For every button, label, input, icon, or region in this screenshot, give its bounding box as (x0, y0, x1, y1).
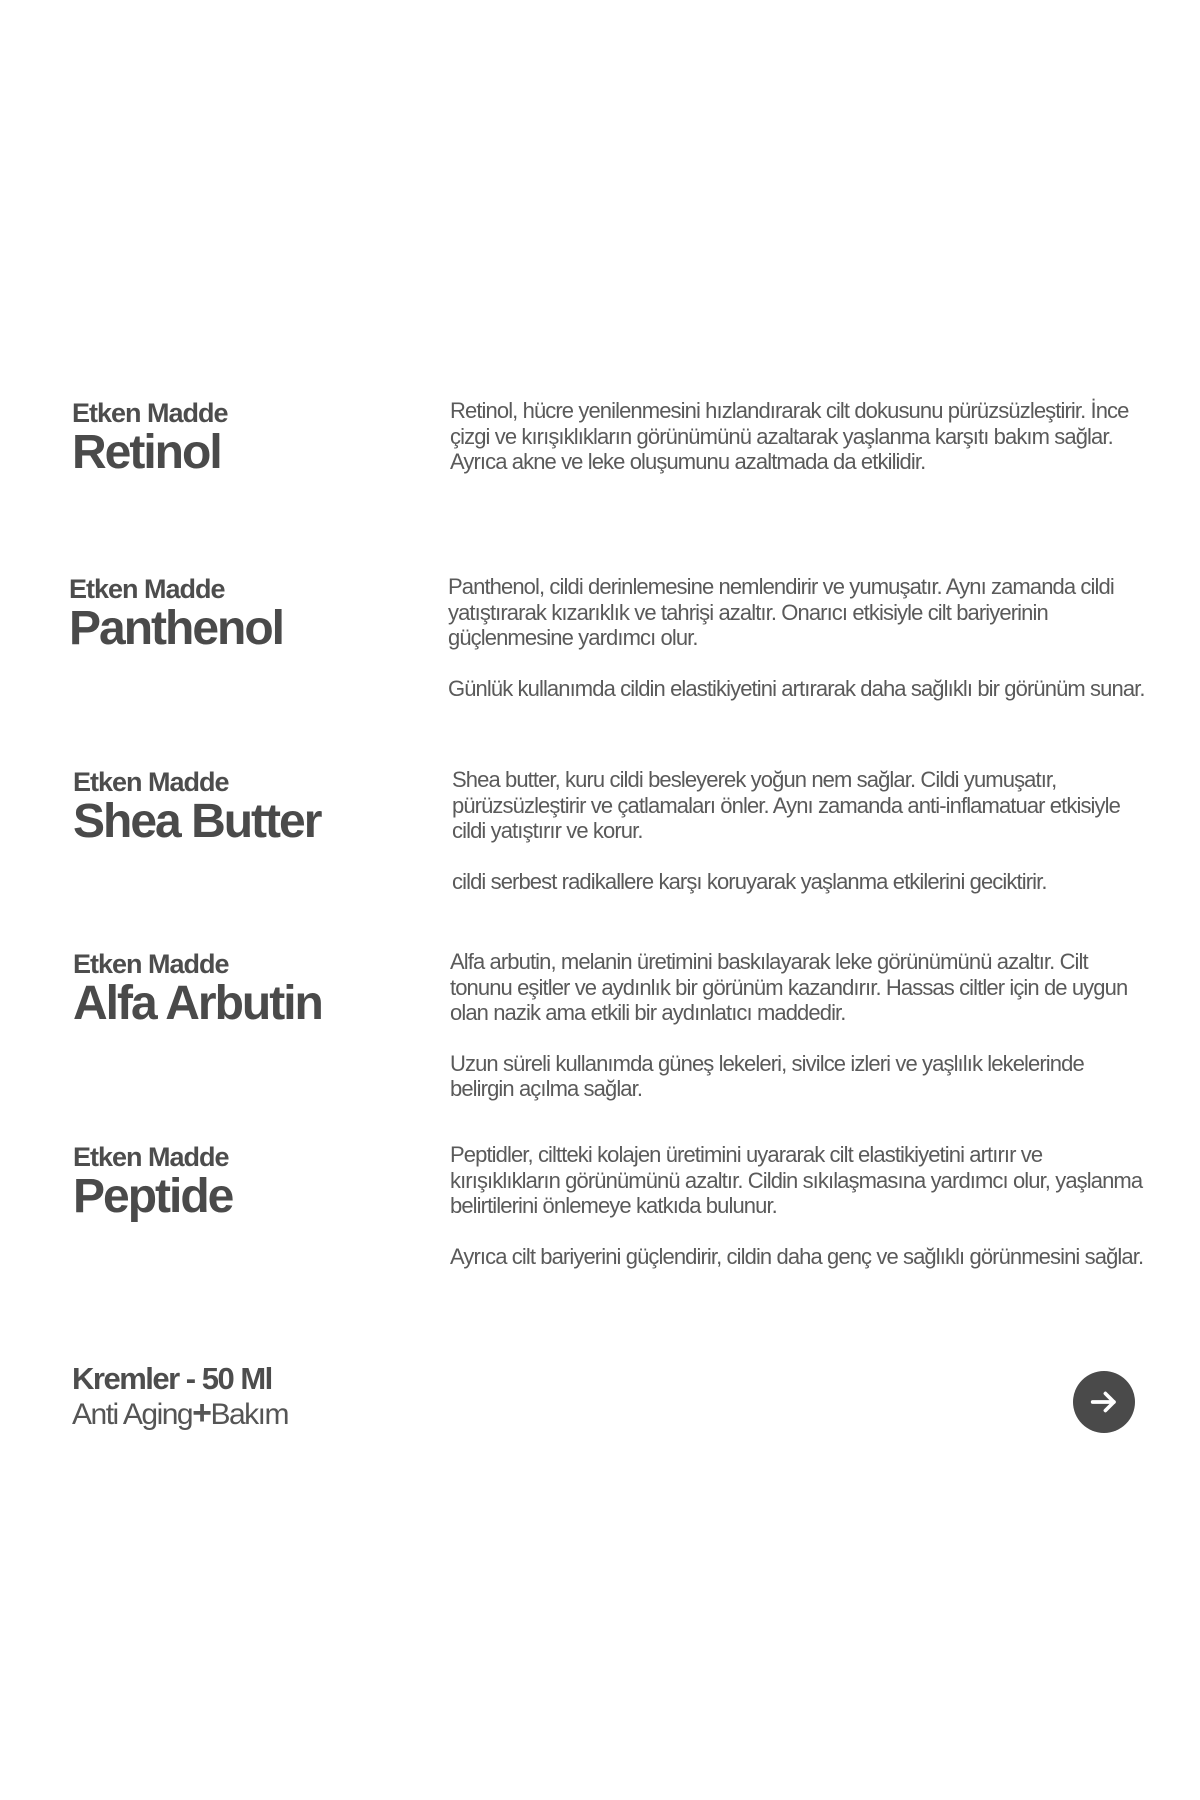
ingredient-description (450, 398, 1150, 475)
ingredient-kicker: Etken Madde (72, 398, 228, 428)
ingredient-kicker: Etken Madde (69, 574, 225, 604)
ingredient-label (73, 1142, 433, 1222)
ingredient-label (72, 398, 432, 478)
ingredient-title: Panthenol (69, 602, 284, 655)
arrow-right-icon (1087, 1385, 1121, 1419)
plus-icon: + (192, 1394, 211, 1432)
ingredient-label (73, 767, 433, 847)
ingredient-title: Alfa Arbutin (73, 977, 322, 1030)
description-paragraph: cildi serbest radikallere karşı koruyarak yaşlanma etkilerini geciktirir. (452, 868, 1047, 894)
ingredient-title: Retinol (72, 426, 221, 479)
ingredient-description (450, 1142, 1150, 1269)
ingredient-title: Peptide (73, 1170, 233, 1223)
description-paragraph: Alfa arbutin, melanin üretimini baskılayarak leke görünümünü azaltır. Cilt tonunu eşitler ve aydınlık bir görünüm kazandırır. Hassas ciltler için de uygun olan nazik ama etkili bir aydınlatıcı maddedir. (450, 949, 1128, 1025)
description-paragraph: Panthenol, cildi derinlemesine nemlendirir ve yumuşatır. Aynı zamanda cildi yatıştırarak kızarıklık ve tahrişi azaltır. Onarıcı etkisiyle cilt bariyerinin güçlenmesine yardımcı olur. (448, 574, 1114, 650)
ingredient-description (450, 949, 1150, 1102)
ingredient-kicker: Etken Madde (73, 767, 229, 797)
description-paragraph: Peptidler, ciltteki kolajen üretimini uyararak cilt elastikiyetini artırır ve kırışıklıkların görünümünü azaltır. Cildin sıkılaşmasına yardımcı olur, yaşlanma belirtilerini önlemeye katkıda bulunur. (450, 1142, 1143, 1218)
ingredient-label (73, 949, 433, 1029)
product-category: Kremler - 50 Ml (72, 1361, 272, 1396)
description-paragraph: Günlük kullanımda cildin elastikiyetini artırarak daha sağlıklı bir görünüm sunar. (448, 675, 1145, 701)
description-paragraph: Ayrıca cilt bariyerini güçlendirir, cildin daha genç ve sağlıklı görünmesini sağlar. (450, 1243, 1144, 1269)
ingredient-title: Shea Butter (73, 795, 321, 848)
description-paragraph: Uzun süreli kullanımda güneş lekeleri, sivilce izleri ve yaşlılık lekelerinde belirgin açılma sağlar. (450, 1050, 1084, 1101)
description-paragraph: Shea butter, kuru cildi besleyerek yoğun nem sağlar. Cildi yumuşatır, pürüzsüzleştirir ve çatlamaları önler. Aynı zamanda anti-inflamatuar etkisiyle cildi yatıştırır ve korur. (452, 767, 1120, 843)
ingredient-description (452, 767, 1152, 894)
product-footer (72, 1362, 288, 1432)
ingredient-kicker: Etken Madde (73, 949, 229, 979)
ingredient-kicker: Etken Madde (73, 1142, 229, 1172)
ingredient-description (448, 574, 1148, 701)
next-button[interactable] (1073, 1371, 1135, 1433)
description-paragraph: Retinol, hücre yenilenmesini hızlandırarak cilt dokusunu pürüzsüzleştirir. İnce çizgi ve kırışıklıkların görünümünü azaltarak yaşlanma karşıtı bakım sağlar. Ayrıca akne ve leke oluşumunu azaltmada da etkilidir. (450, 398, 1129, 474)
tagline-right: Bakım (210, 1398, 288, 1431)
tagline-left: Anti Aging (72, 1398, 193, 1431)
ingredient-label (69, 574, 429, 654)
product-tagline (72, 1396, 288, 1432)
